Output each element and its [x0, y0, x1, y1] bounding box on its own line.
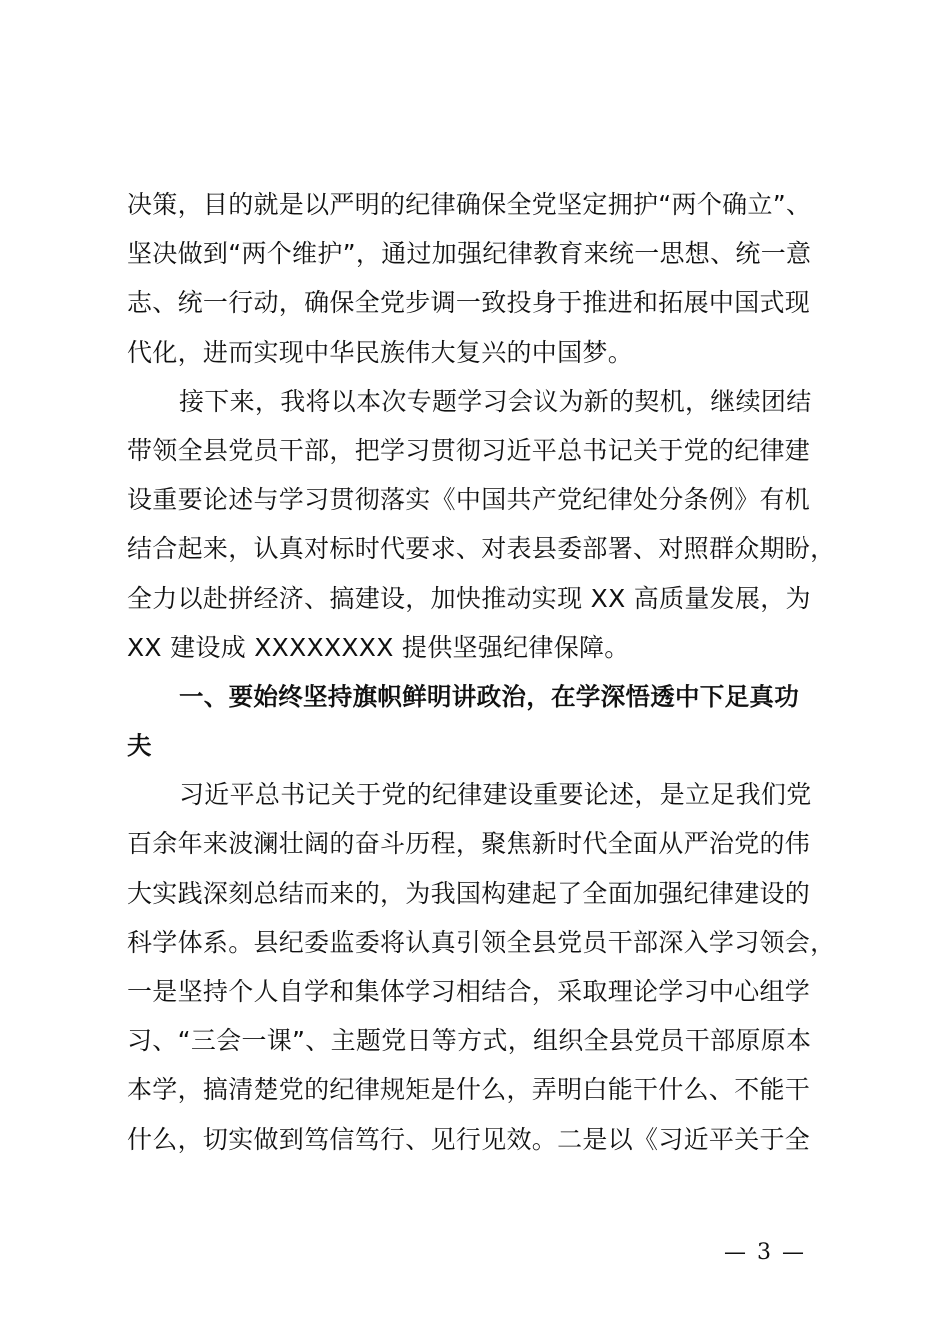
text-line: 决策，目的就是以严明的纪律确保全党坚定拥护“两个确立”、 [127, 190, 812, 219]
text-line: 习、“三会一课”、主题党日等方式，组织全县党员干部原原本 [127, 1026, 812, 1056]
body-text [127, 180, 852, 1164]
section-heading: 一、要始终坚持旗帜鲜明讲政治，在学深悟透中下足真功 [179, 681, 799, 711]
paragraph-first-line: 习近平总书记关于党的纪律建设重要论述，是立足我们党 [179, 780, 812, 810]
text-line: 志、统一行动，确保全党步调一致投身于推进和拓展中国式现 [127, 288, 811, 318]
text-line: 结合起来，认真对标时代要求、对表县委部署、对照群众期盼， [127, 534, 836, 564]
text-line: 坚决做到“两个维护”，通过加强纪律教育来统一思想、统一意 [127, 239, 812, 269]
text-line: 什么，切实做到笃信笃行、见行见效。二是以《习近平关于全 [127, 1124, 811, 1154]
text-line: XX 建设成 XXXXXXXX 提供坚强纪律保障。 [127, 632, 630, 662]
text-line: 代化，进而实现中华民族伟大复兴的中国梦。 [127, 337, 634, 367]
text-line: 一是坚持个人自学和集体学习相结合，采取理论学习中心组学 [127, 977, 811, 1006]
page-number: — 3 — [724, 1240, 806, 1265]
text-line: 本学，搞清楚党的纪律规矩是什么，弄明白能干什么、不能干 [127, 1075, 811, 1105]
paragraph-first-line: 接下来，我将以本次专题学习会议为新的契机，继续团结 [179, 386, 812, 416]
text-line: 设重要论述与学习贯彻落实《中国共产党纪律处分条例》有机 [127, 485, 811, 515]
text-line: 科学体系。县纪委监委将认真引领全县党员干部深入学习领会， [127, 927, 836, 957]
text-line: 带领全县党员干部，把学习贯彻习近平总书记关于党的纪律建 [127, 435, 811, 465]
section-heading-continued: 夫 [127, 731, 152, 761]
text-line: 百余年来波澜壮阔的奋斗历程，聚焦新时代全面从严治党的伟 [127, 829, 811, 859]
text-line: 大实践深刻总结而来的，为我国构建起了全面加强纪律建设的 [127, 878, 811, 908]
text-line: 全力以赴拼经济、搞建设，加快推动实现 XX 高质量发展，为 [127, 583, 811, 613]
